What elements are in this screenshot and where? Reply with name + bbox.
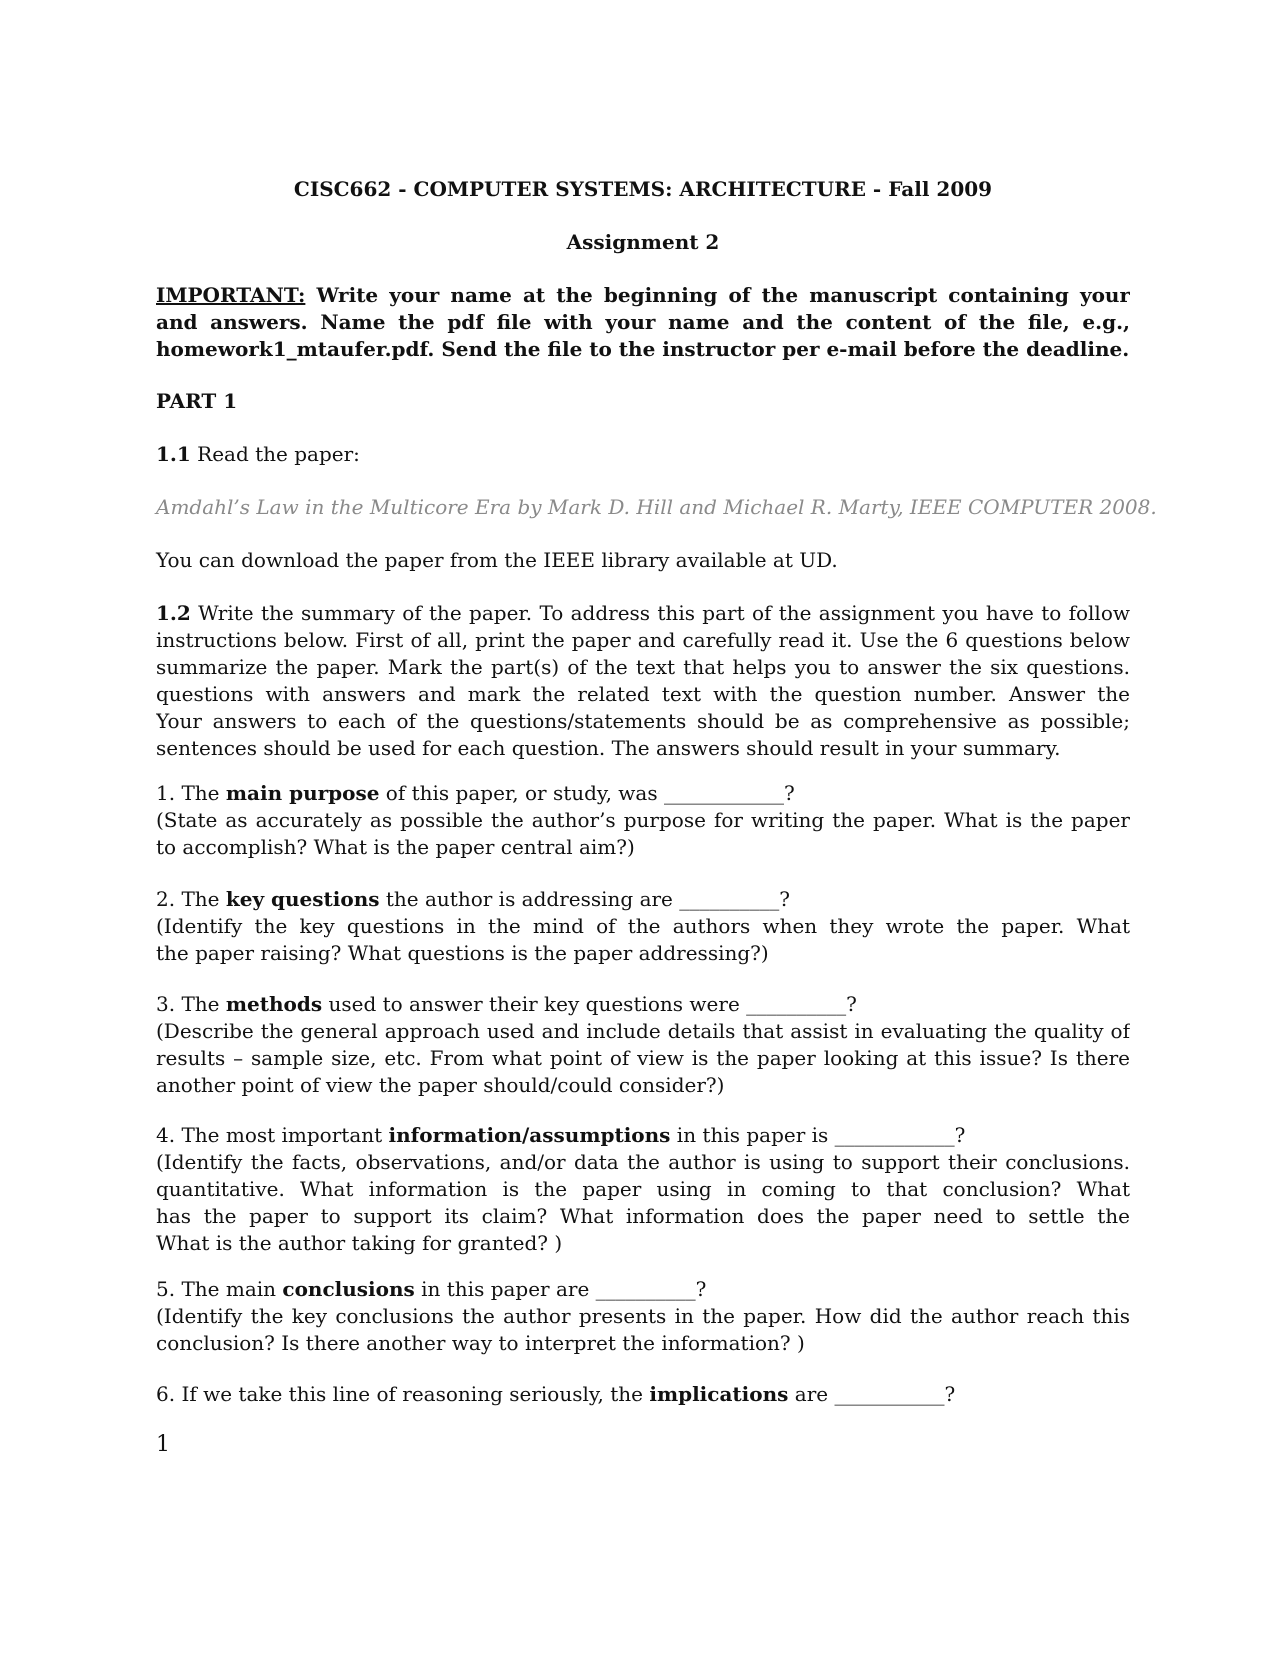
item-1-2-line-5: Your answers to each of the questions/statements should be as comprehensive as possible;: [156, 709, 1130, 733]
question-5-prefix: 5. The main: [156, 1277, 283, 1301]
question-4-prompt: [156, 1122, 1130, 1149]
item-1-2-line-3: summarize the paper. Mark the part(s) of the text that helps you to answer the six questions.: [156, 655, 1130, 679]
important-line-1-text: Write your name at the beginning of the manuscript containing your: [316, 283, 1130, 307]
question-1: [156, 780, 1130, 861]
important-line-3: homework1_mtaufer.pdf. Send the file to the instructor per e-mail before the deadline.: [156, 337, 1130, 361]
question-2-prefix: 2. The: [156, 887, 226, 911]
question-4-prefix: 4. The most important: [156, 1123, 389, 1147]
question-4-detail-4: What is the author taking for granted? ): [156, 1231, 563, 1255]
question-4-detail-1: (Identify the facts, observations, and/or data the author is using to support their conclusions.: [156, 1150, 1130, 1174]
item-1-1: [156, 441, 1130, 468]
question-1-keyword: main purpose: [225, 781, 380, 805]
important-notice: [156, 282, 1130, 363]
item-1-2-line-1: [156, 600, 1130, 627]
item-1-2-line-2: instructions below. First of all, print the paper and carefully read it. Use the 6 questions below: [156, 628, 1130, 652]
question-5-detail-2: conclusion? Is there another way to interpret the information? ): [156, 1331, 805, 1355]
assignment-title: Assignment 2: [566, 230, 720, 254]
question-1-detail-1: (State as accurately as possible the author’s purpose for writing the paper. What is the paper: [156, 808, 1130, 832]
important-line-2: and answers. Name the pdf file with your name and the content of the file, e.g.,: [156, 310, 1130, 334]
question-1-suffix: of this paper, or study, was ____________?: [379, 781, 795, 805]
part-heading: PART 1: [156, 389, 238, 413]
page-number: 1: [156, 1432, 170, 1457]
question-5-detail-1: (Identify the key conclusions the author presents in the paper. How did the author reach this: [156, 1304, 1130, 1328]
question-3-detail-1: (Describe the general approach used and include details that assist in evaluating the quality of: [156, 1019, 1130, 1043]
question-3-prefix: 3. The: [156, 992, 226, 1016]
item-1-2-paragraph: [156, 600, 1130, 762]
question-3-detail-3: another point of view the paper should/could consider?): [156, 1073, 725, 1097]
question-4: [156, 1122, 1130, 1257]
question-1-detail-2: to accomplish? What is the paper central aim?): [156, 835, 635, 859]
question-3: [156, 991, 1130, 1099]
question-6-prefix: 6. If we take this line of reasoning seriously, the: [156, 1382, 650, 1406]
item-1-1-text: Read the paper:: [190, 442, 360, 466]
item-1-2-line-6: sentences should be used for each question. The answers should result in your summary.: [156, 736, 1061, 760]
item-1-2-line-4: questions with answers and mark the related text with the question number. Answer the: [156, 682, 1130, 706]
question-4-detail-3: has the paper to support its claim? What information does the paper need to settle the: [156, 1204, 1130, 1228]
question-6-keyword: implications: [649, 1382, 789, 1406]
question-4-keyword: information/assumptions: [388, 1123, 671, 1147]
item-1-2-line-1-text: Write the summary of the paper. To address this part of the assignment you have to follow: [198, 601, 1130, 625]
question-2: [156, 886, 1130, 967]
question-3-detail-2: results – sample size, etc. From what point of view is the paper looking at this issue? Is there: [156, 1046, 1130, 1070]
question-6-prompt: [156, 1381, 1130, 1408]
question-5-suffix: in this paper are __________?: [414, 1277, 707, 1301]
paper-citation: Amdahl’s Law in the Multicore Era by Mark D. Hill and Michael R. Marty, IEEE COMPUTER 2008.: [156, 495, 1157, 519]
question-6-suffix: are ___________?: [788, 1382, 956, 1406]
question-5: [156, 1276, 1130, 1357]
question-2-keyword: key questions: [225, 887, 380, 911]
question-3-suffix: used to answer their key questions were __________?: [322, 992, 857, 1016]
question-6: [156, 1381, 1130, 1408]
question-1-prompt: [156, 780, 1130, 807]
question-5-prompt: [156, 1276, 1130, 1303]
document-page: [156, 0, 1157, 1656]
question-2-prompt: [156, 886, 1130, 913]
question-1-prefix: 1. The: [156, 781, 226, 805]
question-3-prompt: [156, 991, 1130, 1018]
question-3-keyword: methods: [225, 992, 323, 1016]
question-2-suffix: the author is addressing are __________?: [379, 887, 790, 911]
important-label: IMPORTANT:: [156, 283, 306, 307]
question-4-detail-2: quantitative. What information is the paper using in coming to that conclusion? What: [156, 1177, 1130, 1201]
download-note: You can download the paper from the IEEE library available at UD.: [156, 548, 838, 572]
question-5-keyword: conclusions: [282, 1277, 415, 1301]
question-2-detail-2: the paper raising? What questions is the paper addressing?): [156, 941, 769, 965]
question-4-suffix: in this paper is ____________?: [670, 1123, 966, 1147]
course-title: CISC662 - COMPUTER SYSTEMS: ARCHITECTURE - Fall 2009: [293, 177, 993, 201]
question-2-detail-1: (Identify the key questions in the mind of the authors when they wrote the paper. What: [156, 914, 1130, 938]
item-1-2-number: 1.2: [156, 601, 191, 625]
important-line-1: [156, 282, 1130, 309]
item-1-1-number: 1.1: [156, 442, 191, 466]
